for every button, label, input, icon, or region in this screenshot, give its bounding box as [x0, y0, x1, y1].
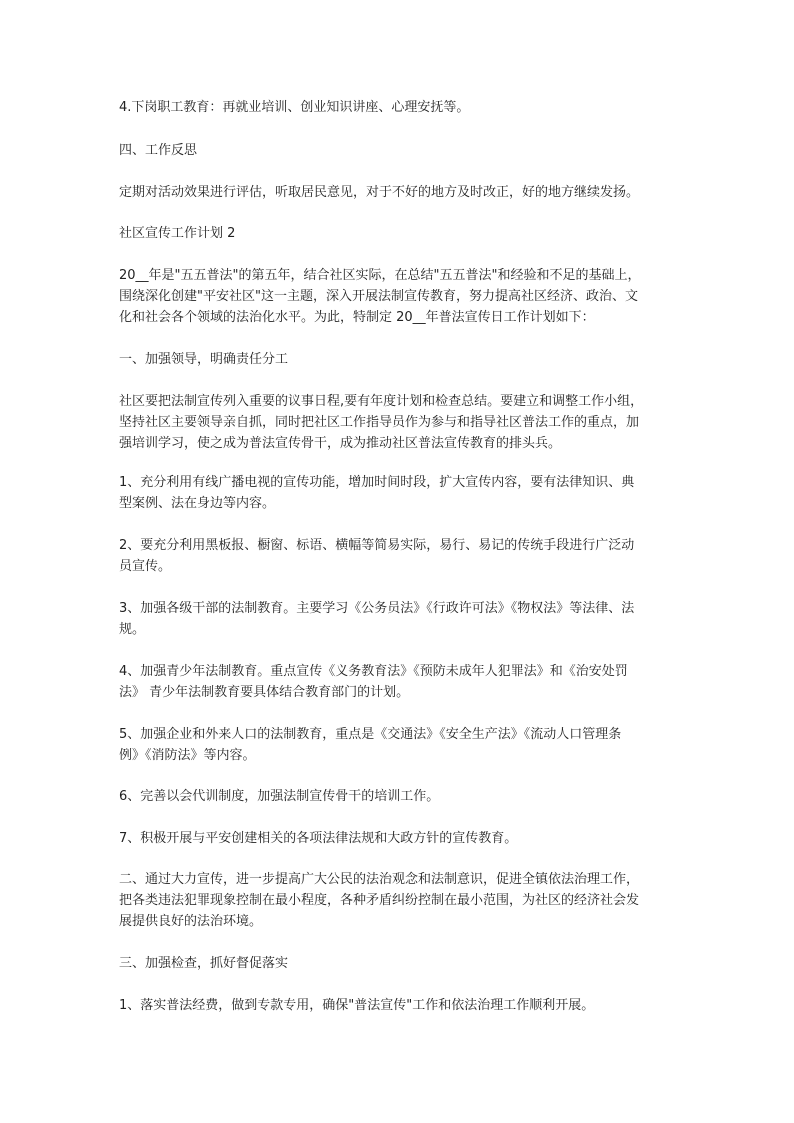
paragraph-item-4	[119, 97, 679, 118]
paragraph-reflection	[119, 182, 679, 203]
text-line: 3、加强各级干部的法制教育。主要学习《公务员法》《行政许可法》《物权法》等法律、法	[119, 601, 635, 616]
text-line: 化和社会各个领域的法治化水平。为此，特制定 20__年普法宣传日工作计划如下：	[119, 310, 595, 325]
text-line: 二、通过大力宣传，进一步提高广大公民的法治观念和法制意识，促进全镇依法治理工作，	[119, 872, 640, 887]
text-line: 4.下岗职工教育：再就业培训、创业知识讲座、心理安抚等。	[119, 100, 470, 115]
text-line: 5、加强企业和外来人口的法制教育，重点是《交通法》《安全生产法》《流动人口管理条	[119, 727, 622, 742]
text-line: 例》《消防法》等内容。	[119, 748, 256, 763]
text-line: 定期对活动效果进行评估，听取居民意见，对于不好的地方及时改正，好的地方继续发扬。	[119, 185, 640, 200]
text-line: 7、积极开展与平安创建相关的各项法律法规和大政方针的宣传教育。	[119, 831, 518, 846]
list-item-3	[119, 598, 679, 640]
text-line: 展提供良好的法治环境。	[119, 914, 263, 929]
paragraph-intro	[119, 265, 679, 328]
list-item-2	[119, 535, 679, 577]
text-line: 坚持社区主要领导亲自抓，同时把社区工作指导员作为参与和指导社区普法工作的重点，加	[119, 415, 640, 430]
list-item-7	[119, 828, 679, 849]
list-item-6	[119, 786, 679, 807]
text-line: 员宣传。	[119, 559, 172, 574]
paragraph-leadership	[119, 391, 679, 454]
text-line: 1、充分利用有线广播电视的宣传功能，增加时间时段，扩大宣传内容，要有法律知识、典	[119, 475, 635, 490]
text-line: 一、加强领导，明确责任分工	[119, 352, 289, 367]
text-line: 20__年是"五五普法"的第五年，结合社区实际，在总结"五五普法"和经验和不足的基础上，	[119, 268, 641, 283]
text-line: 2、要充分利用黑板报、橱窗、标语、横幅等简易实际，易行、易记的传统手段进行广泛动	[119, 538, 635, 553]
document-title-plan-2	[119, 223, 679, 244]
text-line: 强培训学习，使之成为普法宣传骨干，成为推动社区普法宣传教育的排头兵。	[119, 436, 562, 451]
section-heading-work-reflection	[119, 140, 679, 161]
text-line: 4、加强青少年法制教育。重点宣传《义务教育法》《预防未成年人犯罪法》和《治安处罚	[119, 664, 628, 679]
text-line: 1、落实普法经费，做到专款专用，确保"普法宣传"工作和依法治理工作顺利开展。	[119, 998, 595, 1013]
text-line: 三、加强检查，抓好督促落实	[119, 956, 289, 971]
text-line: 四、工作反思	[119, 143, 198, 158]
text-line: 型案例、法在身边等内容。	[119, 496, 276, 511]
section-heading-leadership	[119, 349, 679, 370]
list-item-1	[119, 472, 679, 514]
list-item-5	[119, 724, 679, 766]
list-item-4	[119, 661, 679, 703]
text-line: 规。	[119, 622, 146, 637]
list-item-funding	[119, 995, 679, 1016]
section-heading-publicity	[119, 869, 679, 932]
text-line: 围绕深化创建"平安社区"这一主题，深入开展法制宣传教育，努力提高社区经济、政治、文	[119, 289, 638, 304]
section-heading-inspection	[119, 953, 679, 974]
text-line: 社区要把法制宣传列入重要的议事日程,要有年度计划和检查总结。要建立和调整工作小组，	[119, 394, 644, 409]
text-line: 6、完善以会代训制度，加强法制宣传骨干的培训工作。	[119, 789, 440, 804]
text-line: 法》 青少年法制教育要具体结合教育部门的计划。	[119, 685, 410, 700]
text-line: 社区宣传工作计划 2	[119, 226, 236, 241]
text-line: 把各类违法犯罪现象控制在最小程度，各种矛盾纠纷控制在最小范围，为社区的经济社会发	[119, 893, 640, 908]
